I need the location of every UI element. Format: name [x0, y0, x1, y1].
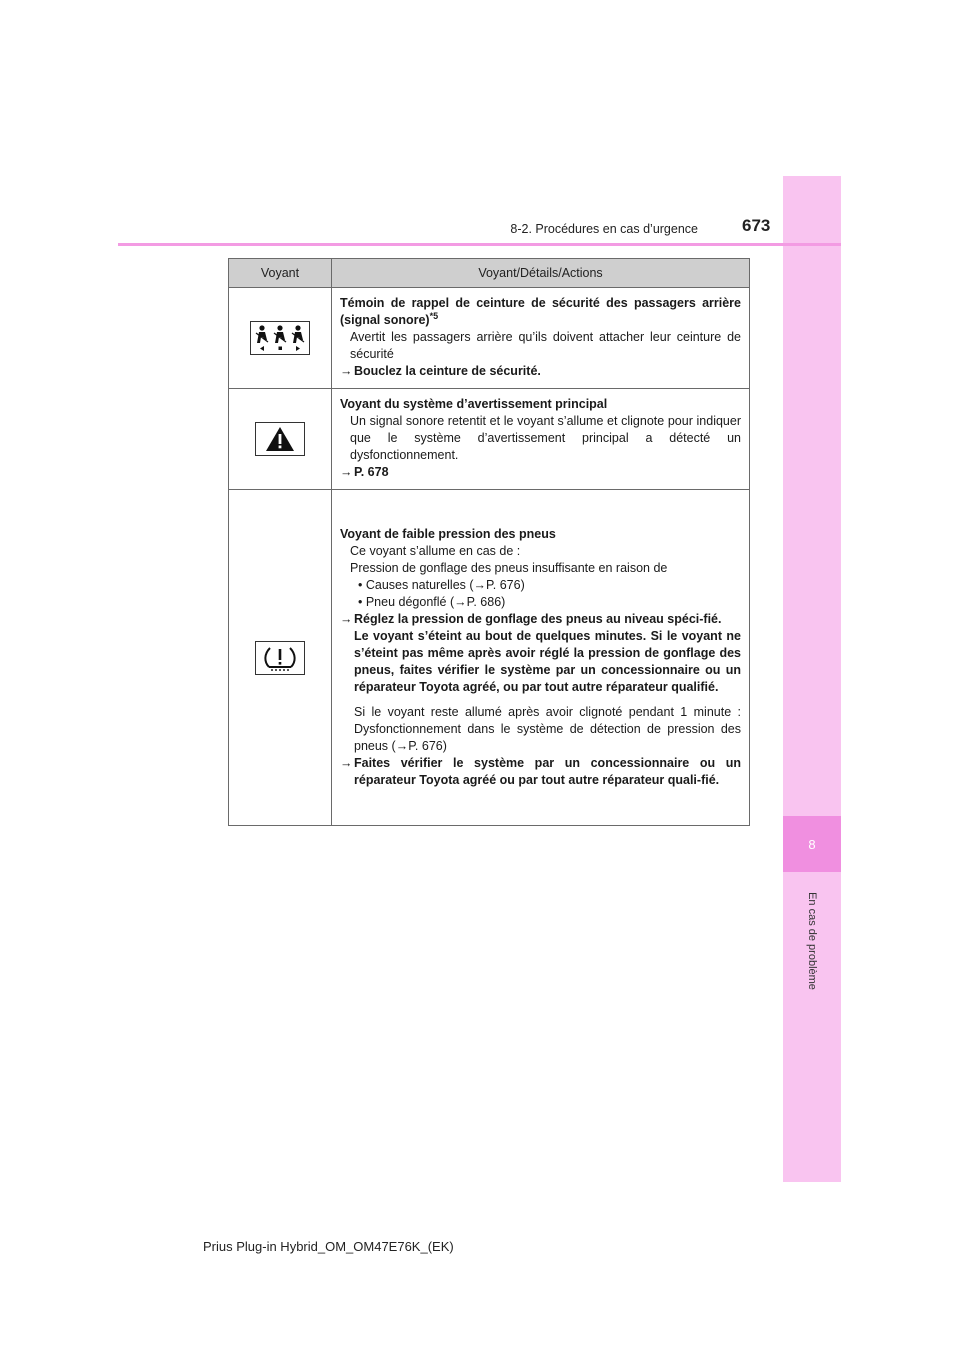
details-cell	[332, 288, 750, 389]
footnote-marker: *5	[429, 310, 439, 321]
document-footer: Prius Plug-in Hybrid_OM_OM47E76K_(EK)	[203, 1239, 454, 1254]
page-number: 673	[742, 216, 771, 235]
master-warning-icon	[255, 422, 305, 456]
row-description: Pression de gonflage des pneus insuffisante en raison de	[350, 560, 668, 575]
row-title: Témoin de rappel de ceinture de sécurité des passagers arrière (signal sonore)$^{*5}$	[340, 296, 741, 327]
row-title: Voyant du système d’avertissement principal	[340, 397, 608, 411]
table-row	[229, 288, 750, 389]
table-header-row	[229, 259, 750, 288]
rear-seatbelt-reminder-icon	[250, 321, 310, 355]
icon-cell	[229, 389, 332, 490]
column-header-details: Voyant/Détails/Actions	[332, 259, 750, 288]
section-title: 8-2. Procédures en cas d’urgence	[510, 222, 698, 236]
arrow-icon: →	[340, 364, 353, 378]
row-action: → Réglez la pression de gonflage des pneus au niveau spéci-fié.	[340, 611, 722, 626]
tire-pressure-warning-icon	[255, 641, 305, 675]
chapter-label: En cas de problème	[806, 892, 818, 990]
side-tab	[783, 176, 841, 1182]
row-action: → P. 678	[340, 465, 389, 479]
row-description: Avertit les passagers arrière qu’ils doivent attacher leur ceinture de sécurité	[350, 330, 741, 361]
table-row	[229, 490, 750, 826]
arrow-icon: →	[340, 465, 353, 479]
icon-cell	[229, 288, 332, 389]
details-cell	[332, 490, 750, 826]
row-description: Si le voyant reste allumé après avoir clignoté pendant 1 minute : Dysfonctionnement dans le système de détection de pression des pneus (→P. 676)	[354, 704, 741, 753]
row-action: → Bouclez la ceinture de sécurité.	[340, 364, 541, 378]
row-title: Voyant de faible pression des pneus	[340, 526, 556, 541]
row-action: → Faites vérifier le système par un concessionnaire ou un réparateur Toyota agréé ou par tout autre réparateur quali-fié.	[340, 755, 741, 787]
list-item: • Causes naturelles (→P. 676)	[358, 577, 525, 592]
chapter-number-tab: 8	[783, 816, 841, 872]
table-row	[229, 389, 750, 490]
row-description: Un signal sonore retentit et le voyant s’allume et clignote pour indiquer que le système d’avertissement principal a détecté un dysfonctionnement.	[350, 414, 741, 462]
column-header-voyant: Voyant	[229, 259, 332, 288]
header-rule	[118, 243, 841, 246]
arrow-icon: →	[340, 755, 353, 770]
details-cell	[332, 389, 750, 490]
row-action-detail: Le voyant s’éteint au bout de quelques minutes. Si le voyant ne s’éteint pas même après avoir réglé la pression de gonflage des pneus, faites vérifier le système par un concessionnaire ou un réparateur Toyota agréé, ou par tout autre réparateur qualifié.	[354, 628, 741, 694]
warning-lights-table	[228, 258, 750, 826]
list-item: • Pneu dégonflé (→P. 686)	[358, 594, 506, 609]
icon-cell	[229, 490, 332, 826]
row-description: Ce voyant s’allume en cas de :	[350, 543, 521, 558]
arrow-icon: →	[340, 611, 353, 626]
